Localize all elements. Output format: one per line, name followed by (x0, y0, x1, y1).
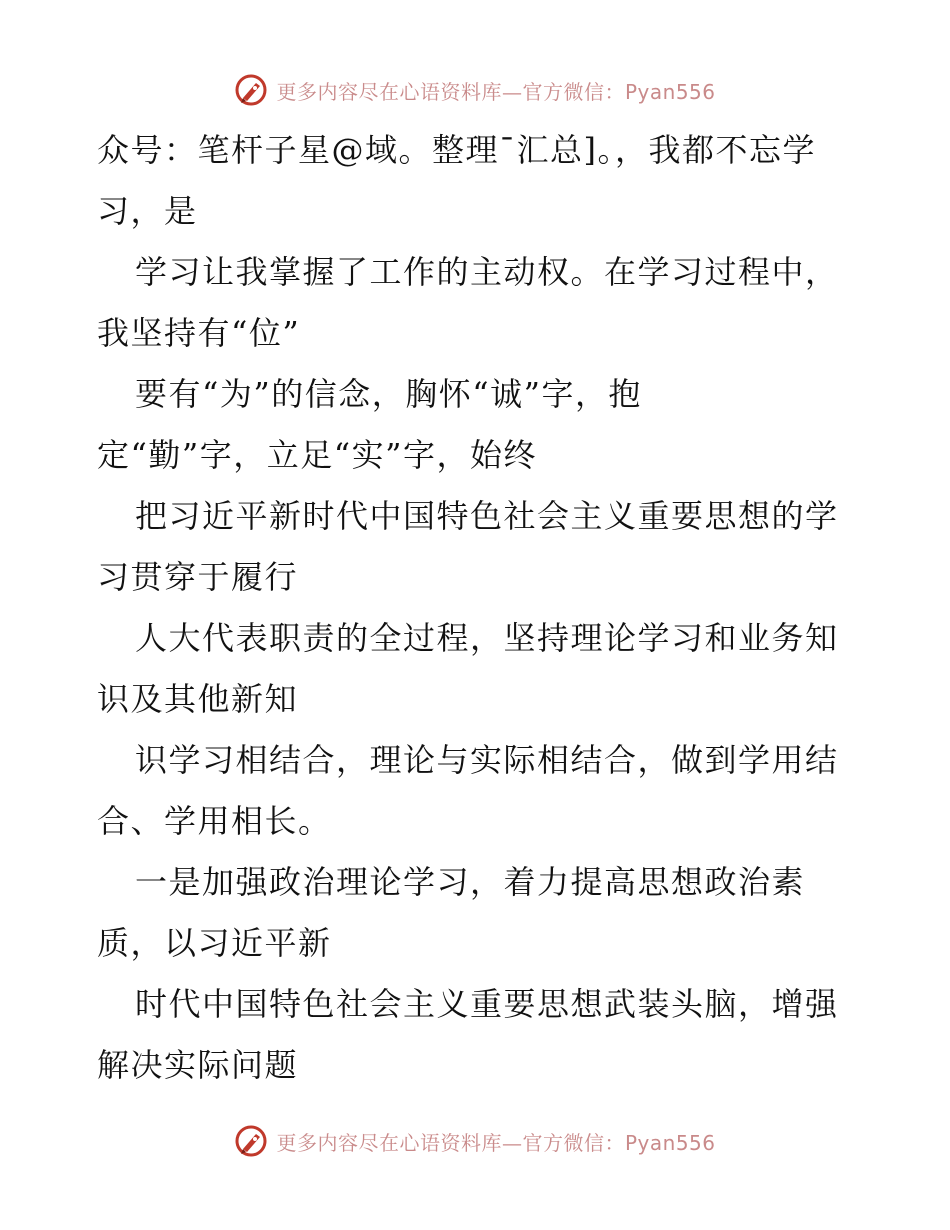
text-line: 定“勤”字，立足“实”字，始终 (97, 436, 537, 474)
text-line: 众号：笔杆子星@域。整理¯汇总]。，我都不忘学 (97, 131, 816, 169)
text-line: 人大代表职责的全过程，坚持理论学习和业务知 (135, 619, 839, 657)
text-line: 质，以习近平新 (97, 924, 332, 962)
text-line: 识及其他新知 (97, 680, 299, 718)
text-line: 把习近平新时代中国特色社会主义重要思想的学 (135, 497, 839, 535)
text-line: 一是加强政治理论学习，着力提高思想政治素 (135, 863, 806, 901)
text-line: 学习让我掌握了工作的主动权。在学习过程中， (135, 253, 839, 291)
text-line: 习，是 (97, 192, 198, 230)
text-line: 时代中国特色社会主义重要思想武装头脑，增强 (135, 985, 839, 1023)
header-watermark (0, 70, 950, 110)
text-line: 习贯穿于履行 (97, 558, 299, 596)
text-line: 我坚持有“位” (97, 314, 301, 352)
watermark-text: 更多内容尽在心语资料库—官方微信：Pyan556 (276, 1130, 716, 1155)
text-line: 要有“为”的信念，胸怀“诚”字，抱 (135, 375, 642, 413)
text-line: 解决实际问题 (97, 1046, 299, 1084)
text-line: 识学习相结合，理论与实际相结合，做到学用结 (135, 741, 839, 779)
pen-logo-icon (234, 1124, 268, 1158)
document-body (97, 120, 857, 1096)
watermark-text: 更多内容尽在心语资料库—官方微信：Pyan556 (276, 79, 716, 104)
pen-logo-icon (234, 73, 268, 107)
footer-watermark (0, 1121, 950, 1161)
text-line: 合、学用相长。 (97, 802, 332, 840)
